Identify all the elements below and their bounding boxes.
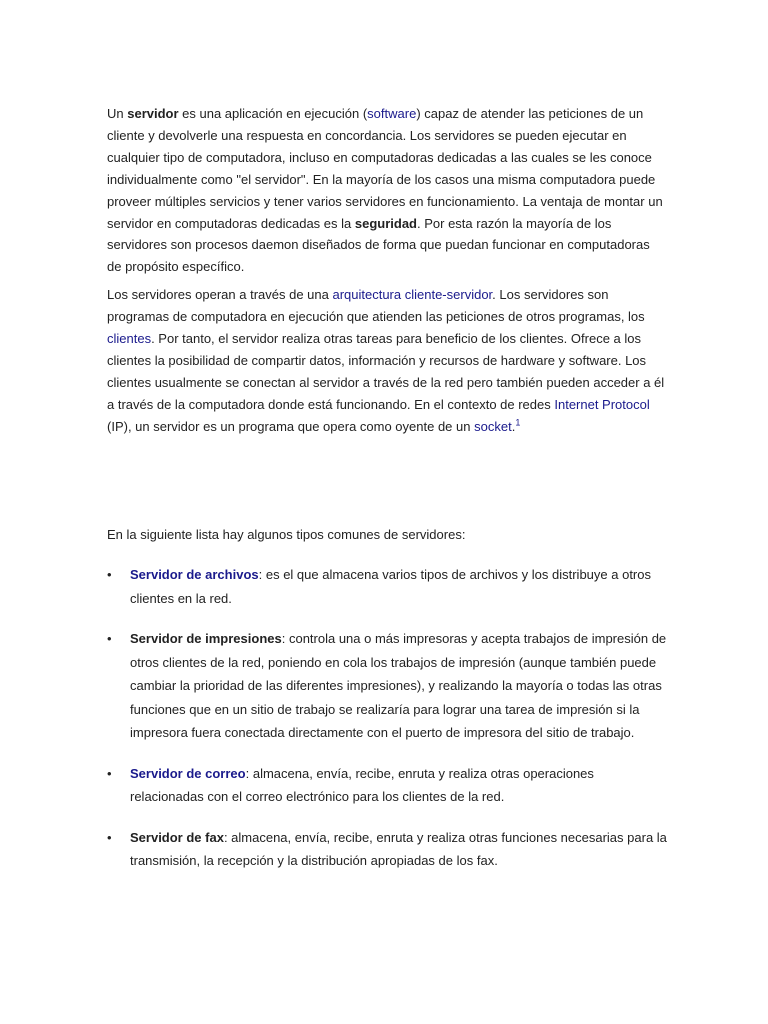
link-software[interactable]: software: [367, 106, 417, 121]
link-socket[interactable]: socket: [474, 418, 512, 434]
paragraph-intro: [107, 103, 667, 278]
text: Los servidores operan a través de una: [107, 287, 333, 303]
link-servidor-de-correo[interactable]: Servidor de correo: [130, 765, 246, 781]
paragraph-architecture: [107, 284, 667, 437]
term-servidor: servidor: [127, 106, 179, 121]
list-item-desc: : almacena, envía, recibe, enruta y realiza otras operaciones relacionadas con el correo electrónico para los clientes de la red.: [130, 765, 594, 804]
bullet-icon: •: [107, 631, 112, 646]
list-item-desc: : almacena, envía, recibe, enruta y realiza otras funciones necesarias para la transmisión, la recepción y la distribución apropiadas de los fax.: [130, 829, 667, 868]
list-item: [107, 563, 669, 610]
link-arquitectura-cliente-servidor[interactable]: arquitectura cliente-servidor: [332, 287, 493, 303]
list-item-desc: : es el que almacena varios tipos de archivos y los distribuye a otros clientes en la red.: [130, 567, 651, 606]
link-clientes[interactable]: clientes: [107, 331, 152, 347]
paragraph-list-intro: En la siguiente lista hay algunos tipos comunes de servidores:: [107, 527, 466, 542]
document-page: [107, 103, 667, 868]
list-item-desc: : controla una o más impresoras y acepta trabajos de impresión de otros clientes de la red, poniendo en cola los trabajos de impresión (aunque también puede cambiar la prioridad de las diferentes impresiones), y realizando la mayoría o todas las otras funciones que en un sitio de trabajo se realizaría para lograr una tarea de impresión si la impresora fuera conectada directamente con el puerto de impresora del sitio de trabajo.: [130, 631, 667, 740]
bullet-icon: •: [107, 567, 112, 582]
footnote-ref[interactable]: 1: [515, 417, 521, 428]
server-types-list: [107, 563, 669, 890]
list-item: [107, 762, 669, 809]
link-internet-protocol[interactable]: Internet Protocol: [554, 396, 650, 412]
text: . Por esta razón la mayoría de los servidores son procesos daemon diseñados de forma que puedan funcionar en computadoras de propósito específico.: [107, 215, 650, 275]
text: es una aplicación en ejecución (: [178, 106, 368, 121]
text: Un: [107, 106, 128, 121]
text: .: [511, 418, 516, 434]
list-item-term: Servidor de impresiones: [130, 631, 282, 646]
text: . Por tanto, el servidor realiza otras tareas para beneficio de los clientes. Ofrece a los clientes la posibilidad de compartir datos, información y recursos de hardware y software. Los clientes usualmente se conectan al servidor a través de la red pero también pueden acceder a él a través de la computadora donde está funcionando. En el contexto de redes: [107, 331, 665, 412]
list-item-term: Servidor de fax: [130, 829, 224, 845]
text: (IP), un servidor es un programa que opera como oyente de un: [107, 418, 475, 434]
list-item: [107, 627, 669, 745]
bullet-icon: •: [107, 765, 112, 781]
text: . Los servidores son programas de computadora en ejecución que atienden las peticiones de otros programas, los: [107, 287, 645, 325]
link-servidor-de-archivos[interactable]: Servidor de archivos: [130, 567, 259, 582]
list-item: [107, 826, 669, 873]
term-seguridad: seguridad: [354, 215, 417, 231]
bullet-icon: •: [107, 829, 112, 845]
text: ) capaz de atender las peticiones de un cliente y devolverle una respuesta en concordancia. Los servidores se pueden ejecutar en cualquier tipo de computadora, incluso en computadoras dedicadas a las cuales se les conoce individualmente como "el servidor". En la mayoría de los casos una misma computadora puede proveer múltiples servicios y tener varios servidores en funcionamiento. La ventaja de montar un servidor en computadoras dedicadas es la: [107, 106, 663, 231]
